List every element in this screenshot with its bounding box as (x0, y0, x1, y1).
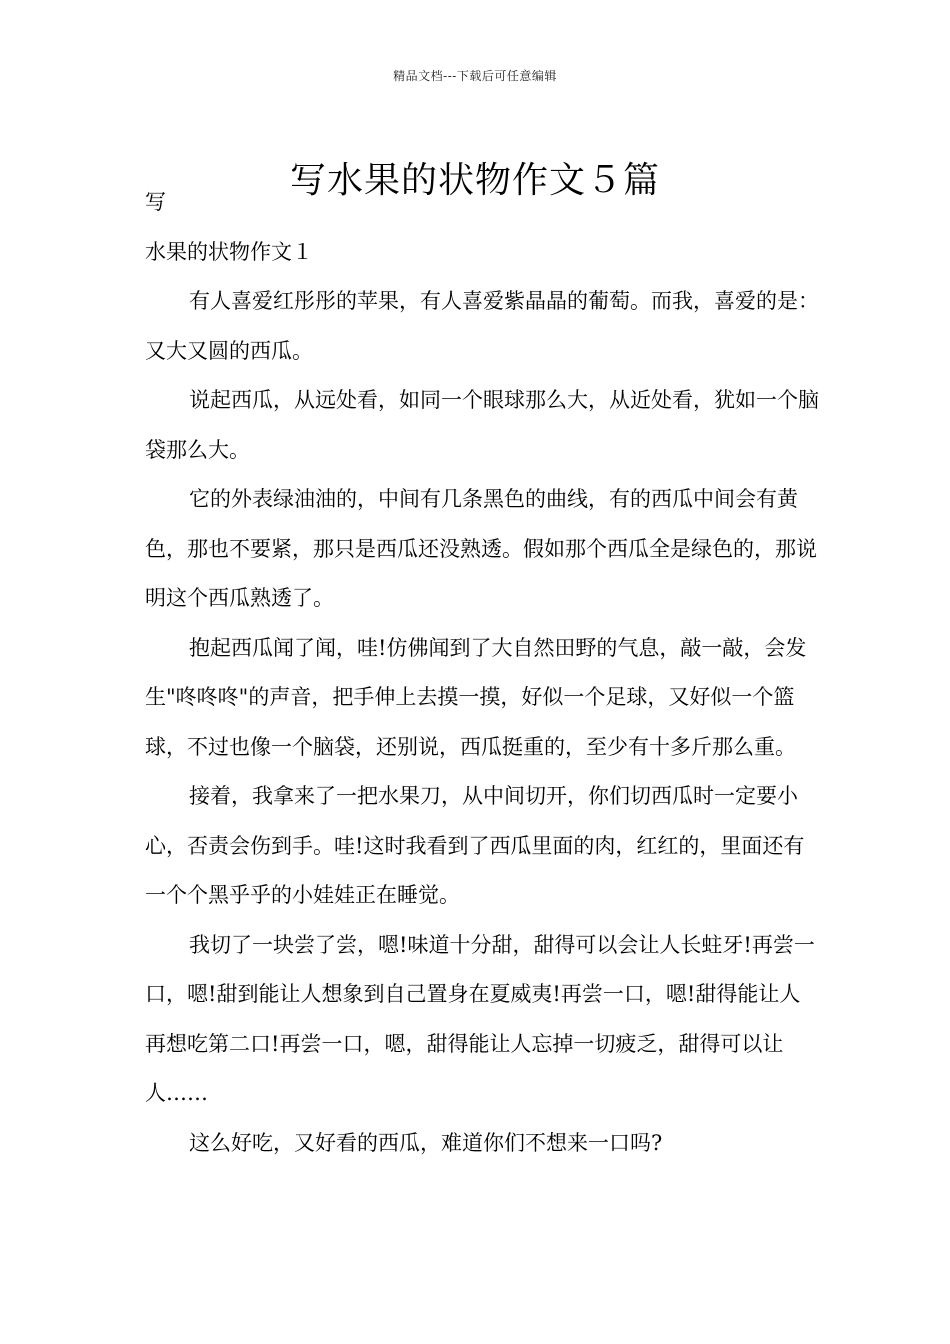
document-body (145, 178, 820, 1168)
paragraph: 这么好吃，又好看的西瓜，难道你们不想来一口吗? (189, 1130, 663, 1155)
paragraph: 说起西瓜，从远处看，如同一个眼球那么大，从近处看，犹如一个脑袋那么大。 (145, 388, 819, 462)
paragraph: 我切了一块尝了尝，嗯!味道十分甜，甜得可以会让人长蛀牙!再尝一口，嗯!甜到能让人想象到自己置身在夏威夷!再尝一口，嗯!甜得能让人再想吃第二口!再尝一口，嗯，甜得能让人忘掉一切疲乏，甜得可以让人…… (145, 932, 815, 1105)
paragraph: 它的外表绿油油的，中间有几条黑色的曲线，有的西瓜中间会有黄色，那也不要紧，那只是西瓜还没熟透。假如那个西瓜全是绿色的，那说明这个西瓜熟透了。 (145, 487, 817, 610)
header-note: 精品文档---下载后可任意编辑 (393, 69, 557, 83)
paragraph: 有人喜爱红彤彤的苹果，有人喜爱紫晶晶的葡萄。而我，喜爱的是：又大又圆的西瓜。 (145, 289, 819, 363)
paragraph: 抱起西瓜闻了闻，哇!仿佛闻到了大自然田野的气息，敲一敲，会发生"咚咚咚"的声音，把手伸上去摸一摸，好似一个足球，又好似一个篮球，不过也像一个脑袋，还别说，西瓜挺重的，至少有十多斤那么重。 (145, 635, 807, 759)
subtitle-line-1: 写 (145, 190, 166, 214)
page-title: 写水果的状物作文５篇 (289, 160, 660, 202)
subtitle-line-2: 水果的状物作文１ (145, 239, 313, 264)
paragraph: 接着，我拿来了一把水果刀，从中间切开，你们切西瓜时一定要小心，否责会伤到手。哇!这时我看到了西瓜里面的肉，红红的，里面还有一个个黑乎乎的小娃娃正在睡觉。 (145, 784, 805, 907)
